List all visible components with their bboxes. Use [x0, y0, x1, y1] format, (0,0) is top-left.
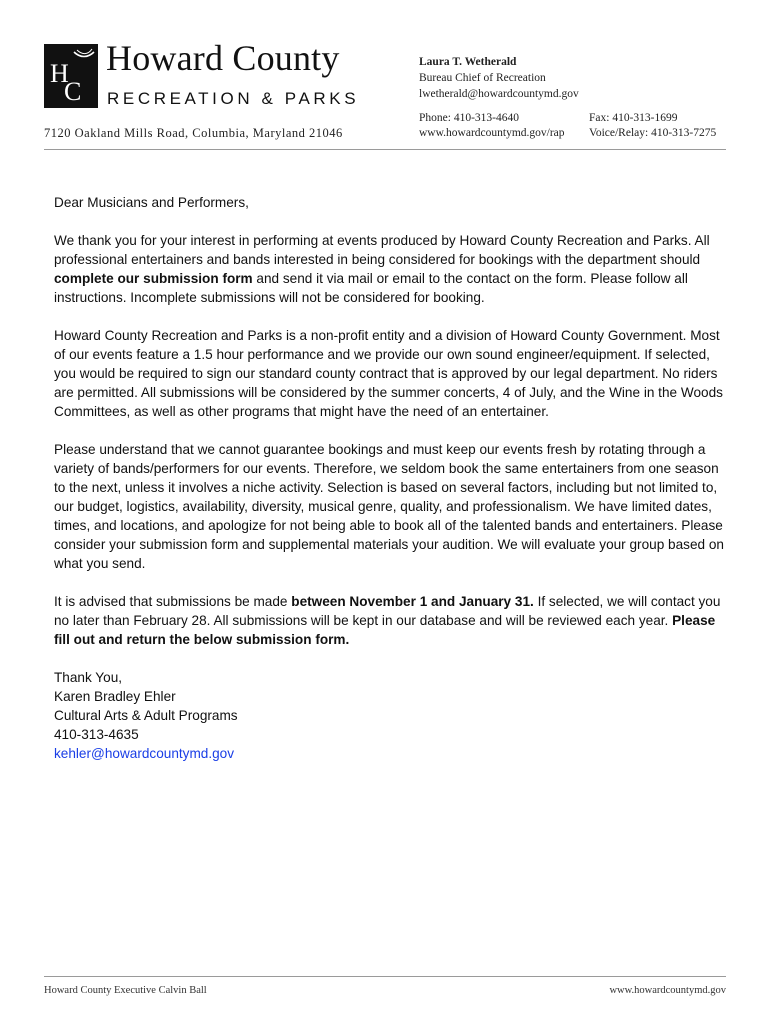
contact-website[interactable]: www.howardcountymd.gov/rap [419, 127, 565, 139]
salutation: Dear Musicians and Performers, [54, 195, 249, 210]
county-seal-icon [44, 44, 98, 108]
org-address: 7120 Oakland Mills Road, Columbia, Maryland 21046 [44, 126, 343, 140]
signature-title: Cultural Arts & Adult Programs [54, 708, 238, 723]
signature-email-link[interactable]: kehler@howardcountymd.gov [54, 746, 235, 761]
contact-title: Bureau Chief of Recreation [419, 72, 546, 84]
contact-email[interactable]: lwetherald@howardcountymd.gov [419, 88, 579, 100]
paragraph-1-text-a: We thank you for your interest in performing at events produced by Howard County Recreation and Parks. All professional entertainers and bands interested in being considered for bookings with the department should [54, 233, 710, 267]
logo [44, 44, 98, 108]
paragraph-1 [54, 231, 724, 307]
closing: Thank You, [54, 670, 123, 685]
signature-name: Karen Bradley Ehler [54, 689, 176, 704]
paragraph-1-bold: complete our submission form [54, 271, 253, 286]
contact-voice-relay: Voice/Relay: 410-313-7275 [589, 127, 717, 139]
paragraph-4-text-a: It is advised that submissions be made [54, 594, 292, 609]
contact-name: Laura T. Wetherald [419, 56, 517, 68]
letter-body [54, 193, 724, 782]
paragraph-1-text-b: and send it via mail or email to the contact on the form. Please follow all instructions. Incomplete submissions will not be considered for booking. [54, 271, 688, 305]
svg-text:C: C [64, 77, 82, 106]
paragraph-4-bold-instruction: Please fill out and return the below submission form. [54, 613, 716, 647]
signature-block [54, 668, 724, 763]
signature-phone: 410-313-4635 [54, 727, 139, 742]
org-subtitle: RECREATION & PARKS [107, 89, 360, 108]
footer-divider [44, 976, 726, 977]
paragraph-4-bold-dates: between November 1 and January 31. [291, 594, 534, 609]
paragraph-4 [54, 592, 724, 649]
footer-executive: Howard County Executive Calvin Ball [44, 985, 207, 996]
footer-website[interactable]: www.howardcountymd.gov [609, 985, 726, 996]
header-divider [44, 149, 726, 150]
contact-fax: Fax: 410-313-1699 [589, 112, 678, 124]
paragraph-2: Howard County Recreation and Parks is a non-profit entity and a division of Howard County Government. Most of our events feature a 1.5 hour performance and we provide our own sound engineer/equipment. If selected, you would be required to sign our standard county contract that is approved by our legal department. No riders are permitted. All submissions will be considered by the summer concerts, 4 of July, and the Wine in the Woods Committees, as well as other programs that might have the need of an entertainer. [54, 328, 723, 419]
paragraph-3: Please understand that we cannot guarantee bookings and must keep our events fresh by rotating through a variety of bands/performers for our events. Therefore, we seldom book the same entertainers from one season to the next, unless it involves a niche activity. Selection is based on several factors, including but not limited to, our budget, logistics, availability, diversity, musical genre, quality, and professionalism. We have limited dates, times, and locations, and apologize for not being able to book all of the talented bands and entertainers. Please consider your submission form and supplemental materials your audition. We will evaluate your group based on what you send. [54, 442, 724, 571]
paragraph-4-text-b: If selected, we will contact you no later than February 28. All submissions will be kept in our database and will be reviewed each year. [54, 594, 721, 628]
svg-text:H: H [50, 59, 69, 88]
contact-phone: Phone: 410-313-4640 [419, 112, 519, 124]
org-name: Howard County [106, 38, 340, 78]
